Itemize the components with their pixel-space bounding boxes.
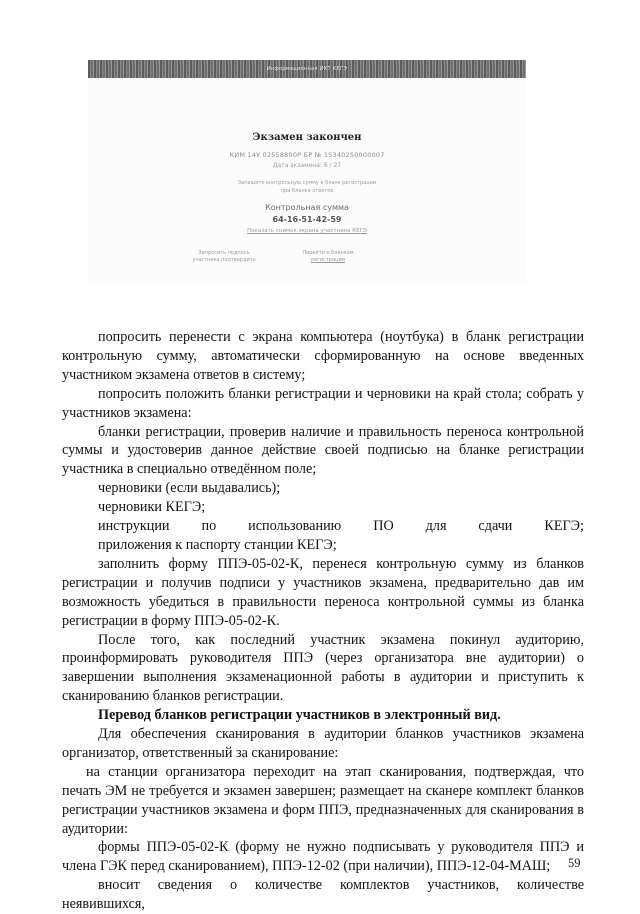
paragraph-drafts: черновики (если выдавались); — [98, 480, 281, 497]
screenshot-note-2: при бланке ответов — [280, 188, 334, 194]
paragraph-drafts-kege: черновики КЕГЭ; — [98, 499, 206, 516]
document-body — [62, 328, 584, 914]
paragraph-attachments: приложения к паспорту станции КЕГЭ; — [98, 536, 337, 553]
screenshot-bar-title: Информационная ИКТ КЕГЭ — [266, 66, 348, 72]
screenshot-title: Экзамен закончен — [252, 132, 362, 143]
show-screenshot-link[interactable]: Показать снимок экрана участника КЕГЭ — [247, 228, 367, 234]
screenshot-date: Дата экзамена: 6 / 27 — [272, 162, 342, 169]
paragraph-fill-form: заполнить форму ППЭ-05-02-К, перенеся контрольную сумму из бланков регистрации и получив подписи у участников экзамена, предварительно дав им возможность убедиться в правильности переноса контрольной суммы из бланка регистрации в форму ППЭ-05-02-К. — [62, 555, 584, 629]
exam-finished-screenshot — [88, 60, 526, 282]
paragraph-forms-list: формы ППЭ-05-02-К (форму не нужно подписывать у руководителя ППЭ и члена ГЭК перед сканированием), ППЭ-12-02 (при наличии), ППЭ-12-04-МАШ; — [62, 839, 584, 875]
request-signature-line-1: Запросить подпись — [198, 250, 250, 256]
go-to-registration-line-2: регистрации — [311, 257, 345, 263]
section-heading: Перевод бланков регистрации участников в электронный вид. — [98, 707, 501, 724]
paragraph-after-last-participant: После того, как последний участник экзамена покинул аудиторию, проинформировать руководителя ППЭ (через организатора вне аудитории) о завершении выполнения экзаменационной работы в аудитории и приступить к сканированию бланков регистрации. — [62, 631, 584, 705]
screenshot-note-1: Запишите контрольную сумму в бланк регистрации — [237, 180, 377, 186]
go-to-registration-line-1: Перейти к бланкам — [302, 250, 354, 256]
go-to-registration-button[interactable] — [288, 250, 368, 264]
checksum-label: Контрольная сумма — [265, 203, 349, 212]
paragraph-instructions: инструкции по использованию ПО для сдачи КЕГЭ; — [98, 518, 584, 535]
paragraph-collect-forms: попросить положить бланки регистрации и черновики на край стола; собрать у участников экзамена: — [62, 385, 584, 421]
paragraph-enter-info: вносит сведения о количестве комплектов участников, количестве неявившихся, — [62, 877, 584, 913]
paragraph-scanning-intro: Для обеспечения сканирования в аудитории бланков участников экзамена организатор, ответственный за сканирование: — [62, 726, 584, 761]
request-signature-line-2: участника подтвердить — [192, 257, 256, 263]
request-signature-button[interactable] — [184, 250, 264, 264]
paragraph-copy-checksum: попросить перенести с экрана компьютера (ноутбука) в бланк регистрации контрольную сумму, автоматически сформированную на основе введенных участником экзамена ответов в систему; — [62, 329, 584, 383]
paragraph-registration-forms: бланки регистрации, проверив наличие и правильность переноса контрольной суммы и удостоверив данное действие своей подписью на бланке регистрации участника в специально отведённом поле; — [62, 423, 584, 478]
paragraph-scanning-stage: на станции организатора переходит на этап сканирования, подтверждая, что печать ЭМ не требуется и экзамен завершен; размещает на сканере комплект бланков регистрации участников экзамена и форм ППЭ, предназначенных для сканирования в аудитории: — [62, 763, 584, 837]
page-number: 59 — [568, 856, 581, 870]
checksum-value: 64-16-51-42-59 — [272, 215, 342, 224]
screenshot-codes: КИМ 14У 02558800Р БР № 15340250000007 — [229, 151, 385, 159]
